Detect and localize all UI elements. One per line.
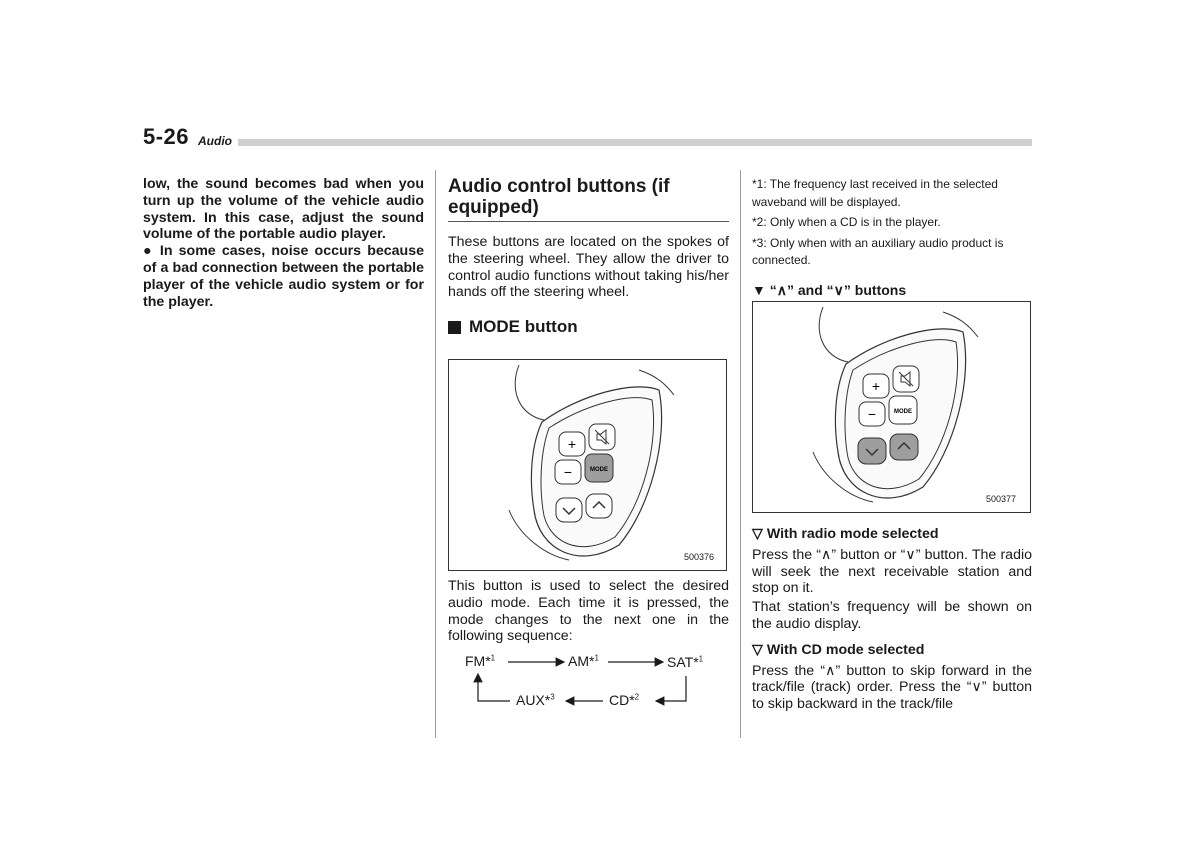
down-button-illustration xyxy=(858,438,886,464)
mode-button-heading xyxy=(448,319,729,336)
plus-button-illustration xyxy=(863,374,889,398)
figure-code-500376: 500376 xyxy=(684,552,715,562)
mode-description-text: This button is used to select the desired audio mode. Each time it is pressed, the mode changes to the next one in the following sequence: xyxy=(448,578,729,645)
svg-text:−: − xyxy=(867,406,877,422)
footnote-3: *3: Only when with an auxiliary audio product is connected. xyxy=(752,235,1004,267)
section-title: Audio xyxy=(198,134,232,148)
figure-code-500377: 500377 xyxy=(986,494,1017,504)
cd-mode-paragraph-1: Press the “∧” button to skip forward in the track/file (track) order. Press the “∨” button to skip backward in the track/file xyxy=(752,662,1032,713)
svg-text:+: + xyxy=(567,436,577,452)
mode-sequence-diagram xyxy=(448,650,729,712)
footnote-1: *1: The frequency last received in the selected waveband will be displayed. xyxy=(752,177,998,209)
seq-aux: AUX*$^3$ xyxy=(516,692,555,708)
mute-button-illustration xyxy=(893,366,919,392)
intro-paragraph: These buttons are located on the spokes of the steering wheel. They allow the driver to control audio functions without taking his/her hands off the steering wheel. xyxy=(448,234,729,301)
svg-text:+: + xyxy=(871,378,881,394)
seq-am: AM*$^1$ xyxy=(568,653,599,669)
square-bullet-icon xyxy=(448,321,461,334)
mode-button-heading-text: MODE button xyxy=(469,317,578,337)
steering-wheel-figure-mode xyxy=(448,359,727,571)
seq-sat: SAT*$^1$ xyxy=(667,654,704,670)
steering-wheel-updown-illustration xyxy=(753,302,1030,512)
mode-button-illustration xyxy=(889,396,917,424)
minus-button-illustration xyxy=(859,402,885,426)
up-button-illustration xyxy=(890,434,918,460)
svg-text:−: − xyxy=(563,464,573,480)
seq-cd: CD*$^2$ xyxy=(609,692,640,708)
up-down-buttons-heading: ▼ “∧” and “∨” buttons xyxy=(752,281,907,298)
column-divider-right xyxy=(740,170,741,738)
mute-button-illustration xyxy=(589,424,615,450)
middle-column xyxy=(448,176,729,336)
left-paragraph-2: ● In some cases, noise occurs because of a bad connection between the portable player of the vehicle audio system or for the player. xyxy=(143,243,424,310)
steering-wheel-mode-illustration xyxy=(449,360,726,570)
cd-mode-heading: ▽ With CD mode selected xyxy=(752,641,925,658)
radio-mode-paragraph-2: That station’s frequency will be shown on the audio display. xyxy=(752,599,1032,632)
footnote-2: *2: Only when a CD is in the player. xyxy=(752,215,941,229)
left-paragraph-1: low, the sound becomes bad when you turn up the volume of the vehicle audio system. In this case, adjust the sound volume of the portable audio player. xyxy=(143,176,424,243)
seq-fm: FM*$^1$ xyxy=(465,653,496,669)
up-button-illustration xyxy=(586,494,612,518)
header-bar xyxy=(238,139,1032,146)
sequence-arrows xyxy=(448,650,729,712)
down-button-illustration xyxy=(556,498,582,522)
mode-button-illustration xyxy=(585,454,613,482)
minus-button-illustration xyxy=(555,460,581,484)
radio-mode-paragraph-1: Press the “∧” button or “∨” button. The radio will seek the next receivable station and stop on it. xyxy=(752,546,1032,597)
right-column-lower xyxy=(752,522,1032,713)
steering-wheel-figure-updown xyxy=(752,301,1031,513)
right-column xyxy=(752,176,1032,298)
plus-button-illustration xyxy=(559,432,585,456)
svg-text:MODE: MODE xyxy=(894,409,912,415)
mode-description xyxy=(448,578,729,645)
left-column xyxy=(143,176,424,310)
radio-mode-heading: ▽ With radio mode selected xyxy=(752,526,939,542)
page-number: 5-26 xyxy=(143,124,190,149)
section-heading: Audio control buttons (if equipped) xyxy=(448,176,729,222)
svg-text:MODE: MODE xyxy=(590,467,608,473)
column-divider-left xyxy=(435,170,436,738)
